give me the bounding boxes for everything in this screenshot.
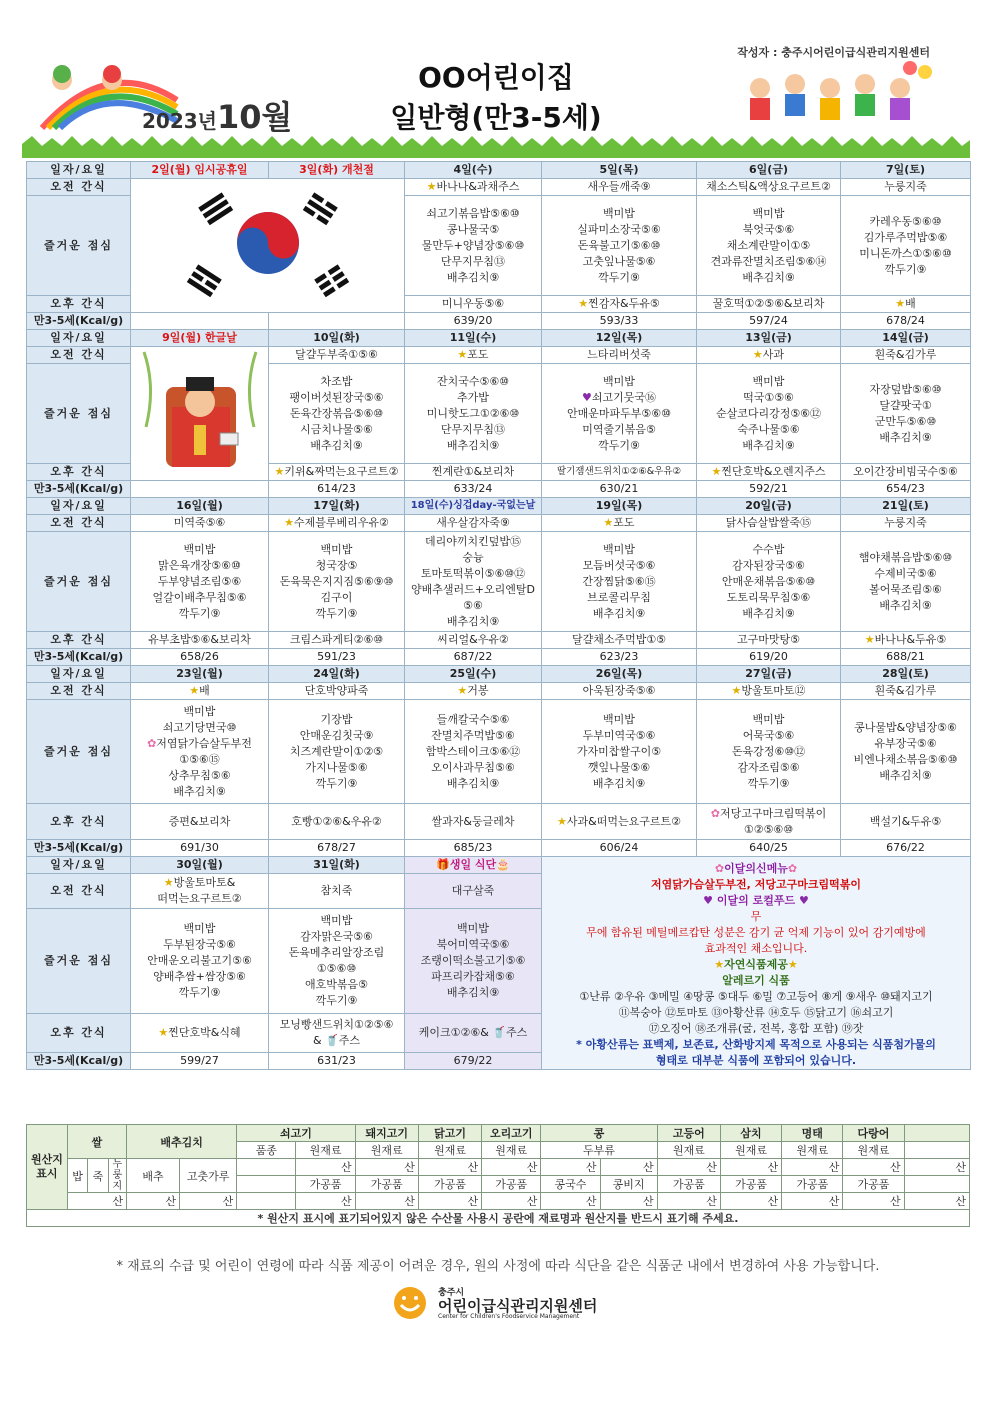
pm-snack-cell: 케이크①②⑥& 🥤주스 <box>405 1014 542 1053</box>
day-cell: 25일(수) <box>405 666 542 683</box>
day-cell: 24일(화) <box>269 666 405 683</box>
mackerel-header: 고등어 <box>657 1125 720 1142</box>
row-label-kcal: 만3-5세(Kcal/g) <box>27 840 131 857</box>
star-icon: ★ <box>284 516 294 529</box>
kcal-cell: 597/24 <box>697 313 841 330</box>
am-snack-cell: 느타리버섯죽 <box>542 347 697 364</box>
kcal-cell: 654/23 <box>841 481 971 498</box>
week3-lunch-row <box>27 532 971 632</box>
row-label-am: 오전 간식 <box>27 179 131 196</box>
pm-snack-cell: 증편&보리차 <box>131 804 269 840</box>
lunch-cell: 햄야채볶음밥⑤⑥⑩ 수제비국⑤⑥ 볼어묵조림⑤⑥ 배추김치⑨ <box>841 532 971 632</box>
am-snack-cell: ★포도 <box>405 347 542 364</box>
hangul-day-image-cell <box>131 347 269 481</box>
pm-snack-cell: 미니우동⑤⑥ <box>405 296 542 313</box>
star-icon: ★ <box>895 297 906 310</box>
lunch-cell: 백미밥 북엇국⑤⑥ 채소계란말이①⑤ 견과류잔멸치조림⑤⑥⑭ 배추김치⑨ <box>697 196 841 296</box>
week2-kcal-row <box>27 481 971 498</box>
pm-snack-cell: 딸기잼샌드위치①②⑥&우유② <box>542 464 697 481</box>
duck-header: 오리고기 <box>482 1125 541 1142</box>
kcal-cell: 688/21 <box>841 649 971 666</box>
day-cell: 23일(월) <box>131 666 269 683</box>
week4-lunch-row <box>27 700 971 804</box>
row-label-lunch: 즐거운 점심 <box>27 532 131 632</box>
lunch-cell: 데리야끼치킨덮밥⑮ 숭늉 토마토떡볶이⑤⑥⑩⑫ 양배추샐러드+오리엔탈D ⑤⑥ 배추김치⑨ <box>405 532 542 632</box>
day-cell: 19일(목) <box>542 498 697 515</box>
row-label-am: 오전 간식 <box>27 347 131 364</box>
row-label-lunch: 즐거운 점심 <box>27 364 131 464</box>
lunch-cell: 백미밥 북어미역국⑤⑥ 조랭이떡소불고기⑤⑥ 파프리카잡채⑤⑥ 배추김치⑨ <box>405 908 542 1013</box>
chicken-header: 닭고기 <box>418 1125 481 1142</box>
day-cell: 26일(목) <box>542 666 697 683</box>
week3-pm-row <box>27 632 971 649</box>
footnote: * 재료의 수급 및 어린이 연령에 따라 식품 제공이 어려운 경우, 원의 사정에 따라 식단을 같은 식품군 내에서 변경하여 사용 가능합니다. <box>116 1259 880 1274</box>
day-cell: 31일(화) <box>269 857 405 874</box>
row-label-am: 오전 간식 <box>27 874 131 908</box>
lunch-cell: 백미밥 감자맑은국⑤⑥ 돈육메추리알장조림 ①⑤⑥⑩ 애호박볶음⑤ 깍두기⑨ <box>269 908 405 1013</box>
cake-icon: 🎂 <box>496 858 510 872</box>
kcal-cell: 599/27 <box>131 1052 269 1069</box>
am-snack-cell: 누룽지죽 <box>841 515 971 532</box>
row-label-pm: 오후 간식 <box>27 804 131 840</box>
smile-logo-icon <box>392 1285 432 1321</box>
lunch-cell: 수수밥 감자된장국⑤⑥ 안매운채볶음⑤⑥⑩ 도토리묵무침⑤⑥ 배추김치⑨ <box>697 532 841 632</box>
lunch-cell: 백미밥 모듬버섯국⑤⑥ 간장찜닭⑤⑥⑮ 브로콜리무침 배추김치⑨ <box>542 532 697 632</box>
am-snack-cell: 달걀두부죽①⑤⑥ <box>269 347 405 364</box>
rice-header: 쌀 <box>67 1125 126 1159</box>
kcal-cell: 631/23 <box>269 1052 405 1069</box>
am-snack-cell: ★수제블루베리우유② <box>269 515 405 532</box>
row-label-am: 오전 간식 <box>27 515 131 532</box>
pm-snack-cell: ★키위&짜먹는요구르트② <box>269 464 405 481</box>
pm-snack-cell: 찐계란①&보리차 <box>405 464 542 481</box>
lunch-cell: 백미밥 실파미소장국⑤⑥ 돈육불고기⑤⑥⑩ 고춧잎나물⑤⑥ 깍두기⑨ <box>542 196 697 296</box>
kimchi-header: 배추김치 <box>127 1125 237 1159</box>
logo-name: 어린이급식관리지원센터 <box>438 1297 598 1315</box>
star-icon: ★ <box>603 516 614 529</box>
kcal-cell: 614/23 <box>269 481 405 498</box>
grass-decoration <box>22 134 970 158</box>
tuna-header: 다랑어 <box>843 1125 904 1142</box>
am-snack-cell: ★사과 <box>697 347 841 364</box>
pm-snack-cell: 백설기&두유⑤ <box>841 804 971 840</box>
row-label-date: 일자/요일 <box>27 162 131 179</box>
row-label-lunch: 즐거운 점심 <box>27 196 131 296</box>
star-icon: ★ <box>864 633 875 646</box>
lunch-cell: 잔치국수⑤⑥⑩ 추가밥 미니핫도그①②⑥⑩ 단무지무침⑬ 배추김치⑨ <box>405 364 542 464</box>
row-label-date: 일자/요일 <box>27 330 131 347</box>
lunch-cell: 백미밥 ♥쇠고기뭇국⑯ 안매운마파두부⑤⑥⑩ 미역줄기볶음⑤ 깍두기⑨ <box>542 364 697 464</box>
row-label-date: 일자/요일 <box>27 666 131 683</box>
center-logo <box>392 1285 602 1321</box>
am-snack-cell: ★거봉 <box>405 683 542 700</box>
am-snack-cell: 단호박양파죽 <box>269 683 405 700</box>
gift-icon: 🎁 <box>436 858 450 872</box>
star-icon: ★ <box>557 814 567 828</box>
am-snack-cell: ★배 <box>131 683 269 700</box>
row-label-kcal: 만3-5세(Kcal/g) <box>27 481 131 498</box>
am-snack-cell: 대구살죽 <box>405 874 542 908</box>
lunch-cell: 백미밥 쇠고기당면국⑩ ✿저염닭가슴살두부전 ①⑤⑥⑮ 상추무침⑤⑥ 배추김치⑨ <box>131 700 269 804</box>
taegukgi-flag-image <box>168 180 368 306</box>
lunch-cell: 백미밥 맑은육개장⑤⑥⑩ 두부양념조림⑤⑥ 얼갈이배추무침⑤⑥ 깍두기⑨ <box>131 532 269 632</box>
row-label-lunch: 즐거운 점심 <box>27 700 131 804</box>
am-snack-cell: 새우살감자죽⑨ <box>405 515 542 532</box>
author-text: 작성자 : 충주시어린이급식관리지원센터 <box>737 46 930 59</box>
day-cell: 6일(금) <box>697 162 841 179</box>
row-label-kcal: 만3-5세(Kcal/g) <box>27 649 131 666</box>
juice-icon: 🥤 <box>492 1025 506 1039</box>
week3-am-row <box>27 515 971 532</box>
day-cell: 9일(월) 한글날 <box>131 330 269 347</box>
am-snack-cell: ★방울토마토⑫ <box>697 683 841 700</box>
kcal-cell: 676/22 <box>841 840 971 857</box>
lunch-cell: 들깨칼국수⑤⑥ 잔멸치주먹밥⑤⑥ 함박스테이크⑤⑥⑫ 오이사과무침⑤⑥ 배추김치⑨ <box>405 700 542 804</box>
pm-snack-cell: 달걀채소주먹밥①⑤ <box>542 632 697 649</box>
am-snack-cell: 채소스틱&액상요구르트② <box>697 179 841 196</box>
pm-snack-cell: ★찐감자&두유⑤ <box>542 296 697 313</box>
day-cell: 17일(화) <box>269 498 405 515</box>
star-icon: ★ <box>189 684 200 697</box>
pork-header: 돼지고기 <box>355 1125 418 1142</box>
kind-header: 품종 <box>237 1142 296 1159</box>
week2-header-row <box>27 330 971 347</box>
day-cell: 30일(월) <box>131 857 269 874</box>
kcal-cell: 592/21 <box>697 481 841 498</box>
day-cell: 20일(금) <box>697 498 841 515</box>
lunch-cell: 백미밥 청국장⑤ 돈육묵은지지짐⑤⑥⑨⑩ 김구이 깍두기⑨ <box>269 532 405 632</box>
pollack-header: 명태 <box>782 1125 843 1142</box>
star-icon: ★ <box>752 348 763 361</box>
day-cell: 18일(수)싱겁day-국없는날 <box>405 498 542 515</box>
kcal-cell <box>269 313 405 330</box>
kcal-cell: 623/23 <box>542 649 697 666</box>
kcal-cell: 691/30 <box>131 840 269 857</box>
flower-icon: ✿ <box>787 862 798 875</box>
pm-snack-cell: ★바나나&두유⑤ <box>841 632 971 649</box>
star-icon: ★ <box>163 875 174 889</box>
pm-snack-cell: 고구마맛탕⑤ <box>697 632 841 649</box>
day-cell: 11일(수) <box>405 330 542 347</box>
heart-icon: ♥ <box>703 894 714 907</box>
am-snack-cell: 흰죽&김가루 <box>841 683 971 700</box>
lunch-cell: 쇠고기볶음밥⑤⑥⑩ 콩나물국⑤ 물만두+양념장⑤⑥⑩ 단무지무침⑬ 배추김치⑨ <box>405 196 542 296</box>
am-snack-cell: ★포도 <box>542 515 697 532</box>
day-cell: 3일(화) 개천절 <box>269 162 405 179</box>
week4-pm-row <box>27 804 971 840</box>
lunch-cell: 백미밥 떡국①⑤⑥ 순살코다리강정⑤⑥⑫ 숙주나물⑤⑥ 배추김치⑨ <box>697 364 841 464</box>
star-icon: ★ <box>274 465 285 478</box>
heart-icon: ♥ <box>798 894 809 907</box>
row-label-date: 일자/요일 <box>27 498 131 515</box>
logo-city: 충주시 <box>438 1288 465 1298</box>
beef-header: 쇠고기 <box>237 1125 355 1142</box>
kcal-cell: 679/22 <box>405 1052 542 1069</box>
kcal-cell <box>131 481 269 498</box>
day-cell: 2일(월) 임시공휴일 <box>131 162 269 179</box>
am-snack-cell: ★바나나&과채주스 <box>405 179 542 196</box>
pm-snack-cell: ★찐단호박&식혜 <box>131 1014 269 1053</box>
kids-illustration <box>740 58 940 130</box>
origin-note: * 원산지 표시에 표기되어있지 않은 수산물 사용시 공란에 재료명과 원산지를 반드시 표기해 주세요. <box>27 1210 970 1227</box>
pm-snack-cell: 쌀과자&둥글레차 <box>405 804 542 840</box>
day-cell: 16일(월) <box>131 498 269 515</box>
pm-snack-cell: ★배 <box>841 296 971 313</box>
flower-icon: ✿ <box>714 862 725 875</box>
lunch-cell: 백미밥 어묵국⑤⑥ 돈육강정⑥⑩⑫ 감자조림⑤⑥ 깍두기⑨ <box>697 700 841 804</box>
notice-panel: ✿이달의신메뉴✿ 저염닭가슴살두부전, 저당고구마크림떡볶이 ♥ 이달의 로컬푸드 ♥ 무 무에 함유된 메틸메르캅탄 성분은 감기 균 억제 기능이 있어 감기예방에 효과적인 채소입니다. ★자연식품제공★ 알레르기 식품 ①난류 ②우유 ③메밀 ④땅콩 ⑤대두 ⑥밀 ⑦고등어 ⑧게 ⑨새우 ⑩돼지고기 ⑪복숭아 ⑫토마토 ⑬아황산류 ⑭호두 ⑮닭고기 ⑯쇠고기 ⑰오징어 ⑱조개류(굴, 전복, 홍합 포함) ⑲잣 * 아황산류는 표백제, 보존료, 산화방지제 목적으로 사용되는 식품첨가물의 형태로 대부분 식품에 포함되어 있습니다. <box>542 857 971 1070</box>
am-snack-cell: 미역죽⑤⑥ <box>131 515 269 532</box>
row-label-date: 일자/요일 <box>27 857 131 874</box>
week4-header-row <box>27 666 971 683</box>
am-snack-cell: 아욱된장죽⑤⑥ <box>542 683 697 700</box>
week3-kcal-row <box>27 649 971 666</box>
kcal-cell: 619/20 <box>697 649 841 666</box>
week4-kcal-row <box>27 840 971 857</box>
pm-snack-cell: 호빵①②⑥&우유② <box>269 804 405 840</box>
row-label-pm: 오후 간식 <box>27 632 131 649</box>
day-cell: 10일(화) <box>269 330 405 347</box>
lunch-cell: 백미밥 두부된장국⑤⑥ 안매운오리불고기⑤⑥ 양배추쌈+쌈장⑤⑥ 깍두기⑨ <box>131 908 269 1013</box>
lunch-cell: 콩나물밥&양념장⑤⑥ 유부장국⑤⑥ 비엔나채소볶음⑤⑥⑩ 배추김치⑨ <box>841 700 971 804</box>
logo-english: Center for Children's Foodservice Management <box>438 1313 580 1320</box>
star-icon: ★ <box>158 1025 169 1039</box>
kcal-cell: 591/23 <box>269 649 405 666</box>
star-icon: ★ <box>578 297 589 310</box>
row-label-pm: 오후 간식 <box>27 464 131 481</box>
row-label-kcal: 만3-5세(Kcal/g) <box>27 1052 131 1069</box>
day-cell: 27일(금) <box>697 666 841 683</box>
row-label-am: 오전 간식 <box>27 683 131 700</box>
star-icon: ★ <box>787 958 798 971</box>
star-icon: ★ <box>714 958 725 971</box>
kcal-cell: 593/33 <box>542 313 697 330</box>
kcal-cell: 687/22 <box>405 649 542 666</box>
row-label-kcal: 만3-5세(Kcal/g) <box>27 313 131 330</box>
heart-icon: ♥ <box>581 390 592 404</box>
spanish-mackerel-header: 삼치 <box>720 1125 781 1142</box>
kcal-cell: 633/24 <box>405 481 542 498</box>
week1-am-row <box>27 179 971 196</box>
king-sejong-image <box>136 347 264 475</box>
week1-header-row <box>27 162 971 179</box>
week3-header-row <box>27 498 971 515</box>
pm-snack-cell: ★사과&떠먹는요구르트② <box>542 804 697 840</box>
kcal-cell: 678/27 <box>269 840 405 857</box>
menu-table <box>26 161 971 1070</box>
am-snack-cell: 흰죽&김가루 <box>841 347 971 364</box>
pm-snack-cell: 오이간장비빔국수⑤⑥ <box>841 464 971 481</box>
star-icon: ★ <box>731 684 742 697</box>
day-cell: 14일(금) <box>841 330 971 347</box>
bean-header: 콩 <box>541 1125 657 1142</box>
pm-snack-cell: 유부초밥⑤⑥&보리차 <box>131 632 269 649</box>
holiday-image-cell <box>131 179 405 313</box>
pm-snack-cell: 씨리얼&우유② <box>405 632 542 649</box>
row-label-lunch: 즐거운 점심 <box>27 908 131 1013</box>
page-subtitle: 일반형(만3-5세) <box>390 101 602 134</box>
lunch-cell: 기장밥 안매운김칫국⑨ 치즈계란말이①②⑤ 가지나물⑤⑥ 깍두기⑨ <box>269 700 405 804</box>
day-cell: 4일(수) <box>405 162 542 179</box>
week2-am-row <box>27 347 971 364</box>
kcal-cell: 606/24 <box>542 840 697 857</box>
page-header <box>22 38 970 158</box>
kcal-cell: 640/25 <box>697 840 841 857</box>
page-title: OO어린이집 <box>418 61 574 94</box>
day-cell: 5일(목) <box>542 162 697 179</box>
kcal-cell: 630/21 <box>542 481 697 498</box>
birthday-day-cell: 🎁생일 식단🎂 <box>405 857 542 874</box>
origin-table: 원산지 표시 쌀 배추김치 쇠고기 돼지고기 닭고기 오리고기 콩 고등어 삼치 명태 다랑어 품종 원재료 원재료 원재료 원재료 두부류 원재료 원재료 원재료 원재료 밥 죽 누룽지 배추 고춧가루 산 산 산 산 산 산 산 산 산 산 산 가공품 가공품 가공품 가공품 콩국수 콩비지 가공품 가공품 가공품 가공품 산 산 산 산 산 산 산 산 산 산 산 산 산 산 * 원산지 표시에 표기되어있지 않은 수산물 사용시 공란에 재료명과 원산지를 반드시 표기해 주세요. <box>26 1124 970 1227</box>
origin-label: 원산지 표시 <box>27 1125 68 1210</box>
lunch-cell: 자장덮밥⑤⑥⑩ 달걀팟국① 군만두⑤⑥⑩ 배추김치⑨ <box>841 364 971 464</box>
star-icon: ★ <box>457 684 468 697</box>
star-icon: ★ <box>711 465 722 478</box>
flower-icon: ✿ <box>147 736 157 750</box>
pm-snack-cell: 모닝빵샌드위치①②⑤⑥ & 🥤주스 <box>269 1014 405 1053</box>
row-label-pm: 오후 간식 <box>27 1014 131 1053</box>
day-cell: 7일(토) <box>841 162 971 179</box>
lunch-cell: 차조밥 팽이버섯된장국⑤⑥ 돈육간장볶음⑤⑥⑩ 시금치나물⑤⑥ 배추김치⑨ <box>269 364 405 464</box>
pm-snack-cell: ★찐단호박&오렌지주스 <box>697 464 841 481</box>
flower-icon: ✿ <box>710 806 720 820</box>
kcal-cell: 678/24 <box>841 313 971 330</box>
week4-am-row <box>27 683 971 700</box>
pm-snack-cell: ✿저당고구마크림떡볶이 ①②⑤⑥⑩ <box>697 804 841 840</box>
day-cell: 12일(목) <box>542 330 697 347</box>
month-label: 2023년10월 <box>142 98 293 136</box>
pm-snack-cell: 크림스파게티②⑥⑩ <box>269 632 405 649</box>
week5-header-row <box>27 857 971 874</box>
lunch-cell: 백미밥 두부미역국⑤⑥ 가자미찹쌀구이⑤ 깻잎나물⑤⑥ 배추김치⑨ <box>542 700 697 804</box>
row-label-pm: 오후 간식 <box>27 296 131 313</box>
am-snack-cell: ★방울토마토& 떠먹는요구르트② <box>131 874 269 908</box>
week1-kcal-row <box>27 313 971 330</box>
star-icon: ★ <box>426 180 437 193</box>
kcal-cell <box>131 313 269 330</box>
am-snack-cell: 새우들깨죽⑨ <box>542 179 697 196</box>
kcal-cell: 685/23 <box>405 840 542 857</box>
day-cell: 21일(토) <box>841 498 971 515</box>
kcal-cell: 658/26 <box>131 649 269 666</box>
day-cell: 13일(금) <box>697 330 841 347</box>
am-snack-cell: 참치죽 <box>269 874 405 908</box>
lunch-cell: 카레우동⑤⑥⑩ 김가루주먹밥⑤⑥ 미니돈까스①⑤⑥⑩ 깍두기⑨ <box>841 196 971 296</box>
am-snack-cell: 누룽지죽 <box>841 179 971 196</box>
juice-icon: 🥤 <box>325 1033 339 1047</box>
pm-snack-cell: 꿀호떡①②⑤⑥&보리차 <box>697 296 841 313</box>
star-icon: ★ <box>457 348 468 361</box>
kcal-cell: 639/20 <box>405 313 542 330</box>
day-cell: 28일(토) <box>841 666 971 683</box>
am-snack-cell: 닭사슴살밥쌀죽⑮ <box>697 515 841 532</box>
